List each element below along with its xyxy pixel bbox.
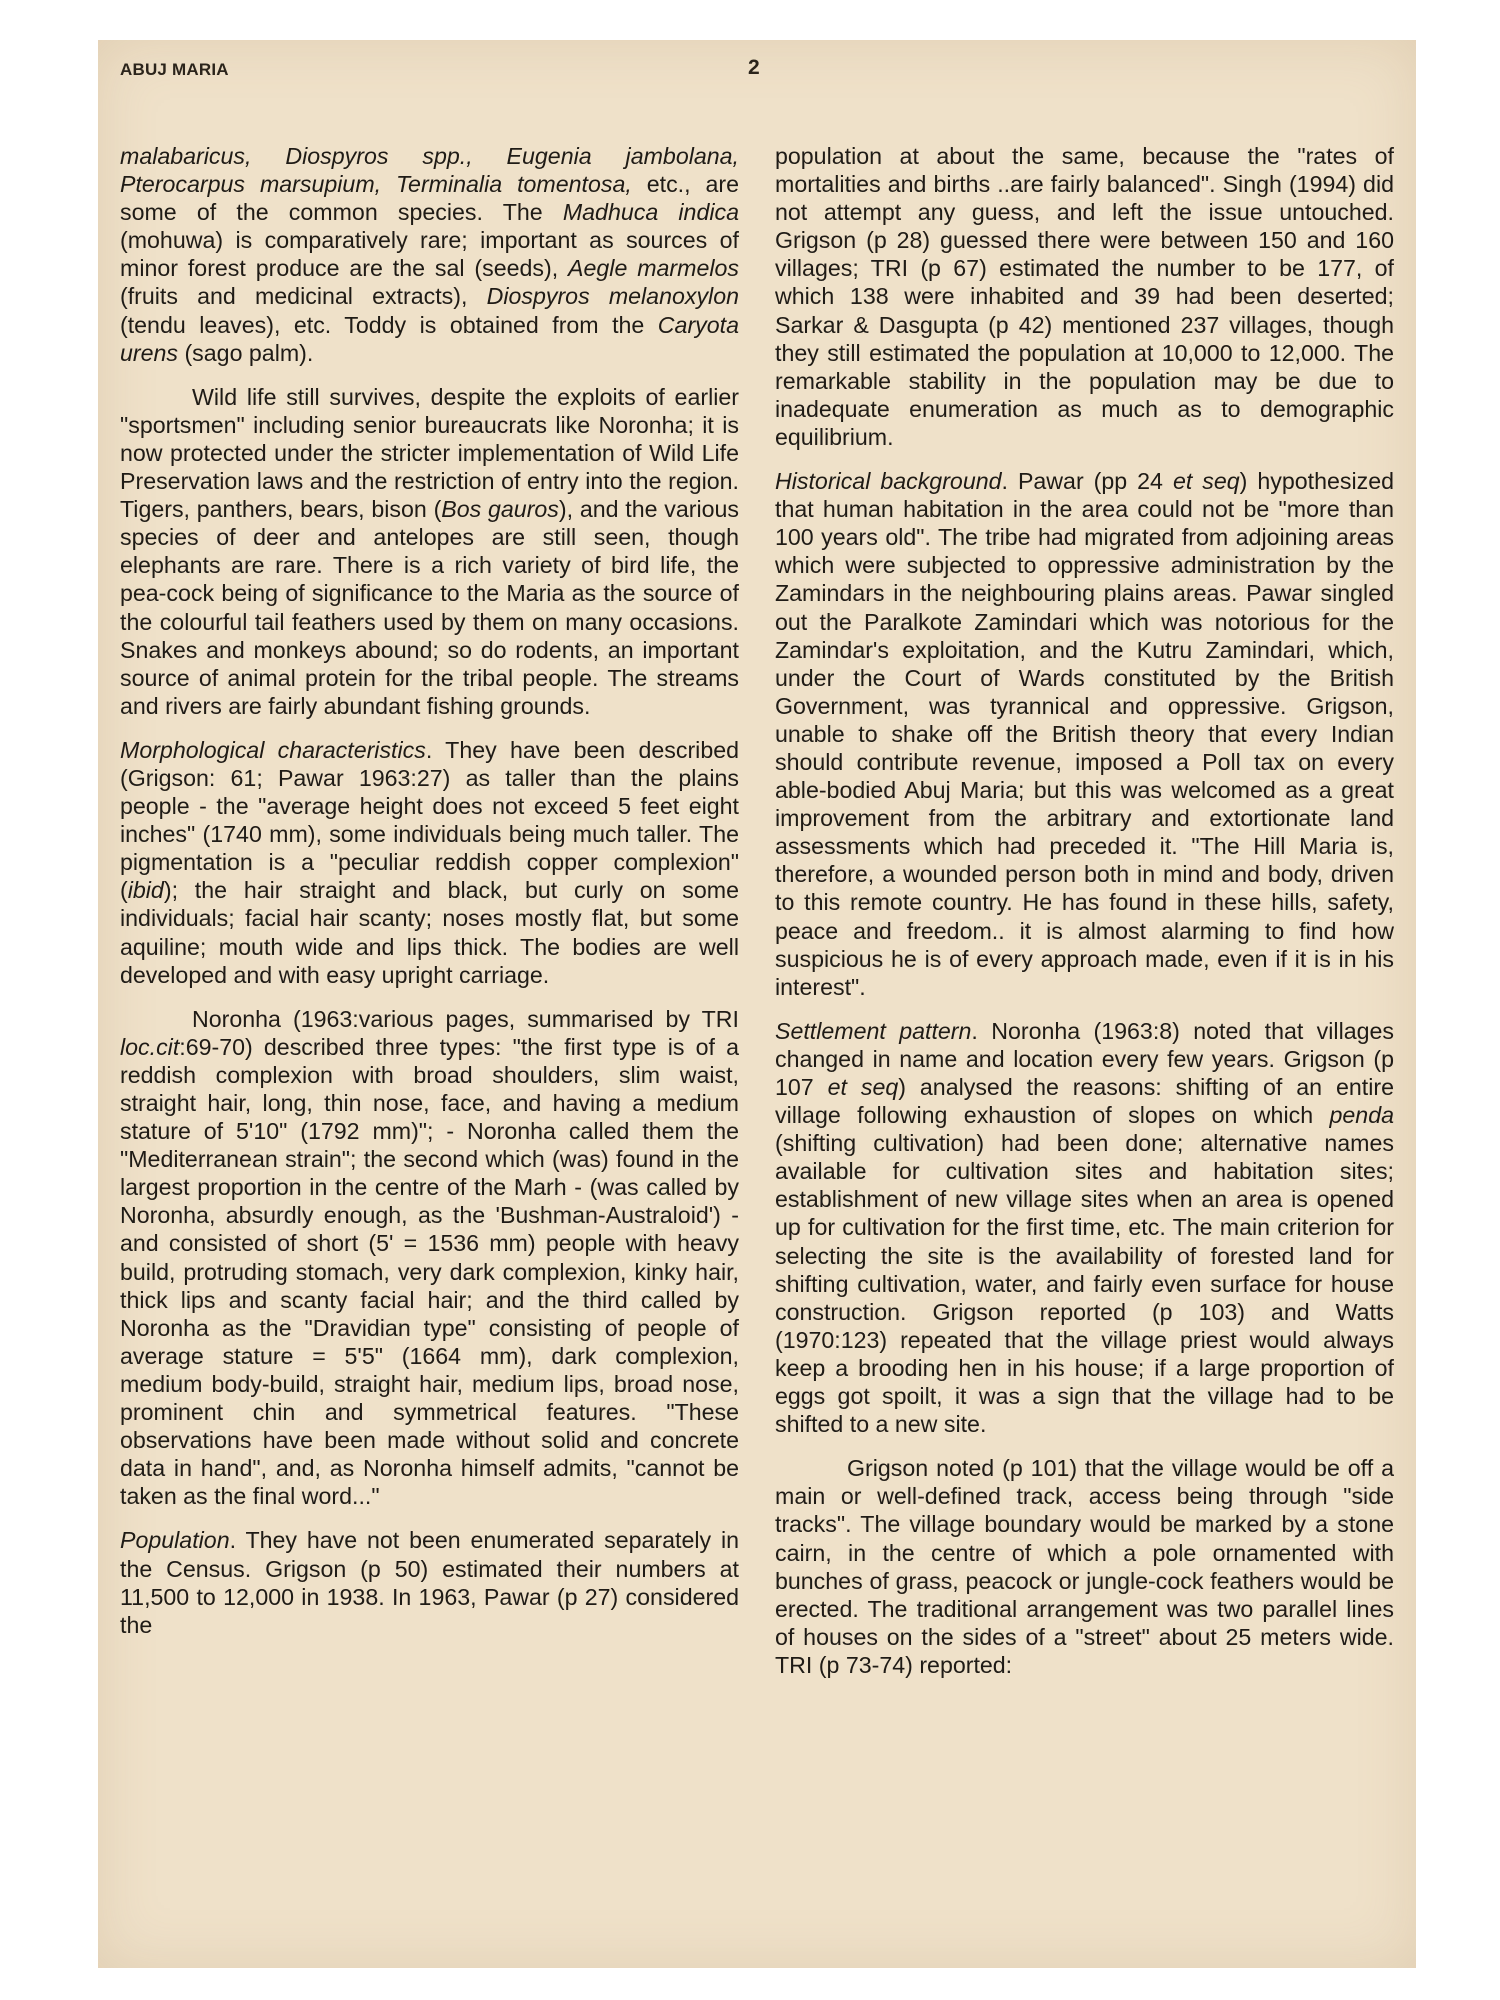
species-name: Diospyros melanoxylon: [486, 283, 739, 310]
text-run: (fruits and medicinal extracts),: [120, 283, 487, 310]
paragraph-history: [775, 467, 1394, 1001]
citation-ibid: ibid: [127, 877, 164, 904]
page-header: [120, 56, 1394, 92]
text-run: ) analysed the reasons: shifting of an entire village following exhaustion of slopes on which: [775, 1074, 1394, 1129]
text-run: . Pawar (pp 24: [1001, 468, 1173, 495]
text-run: ); the hair straight and black, but curly on some individuals; facial hair scanty; noses mostly flat, but some aquiline; mouth wide and lips thick. The bodies are well developed and with easy upright carriage.: [120, 877, 739, 988]
text-run: . They have been described (Grigson: 61; Pawar 1963:27) as taller than the plains people - the "average height does not exceed 5 feet eight inches" (1740 mm), some individuals being much taller. The pigmentation is a "peculiar reddish copper complexion" (: [120, 736, 739, 904]
text-run: . They have not been enumerated separately in the Census. Grigson (p 50) estimated their numbers at 11,500 to 12,000 in 1938. In 1963, Pawar (p 27) considered the: [120, 1527, 739, 1638]
section-heading-morphology: Morphological characteristics: [120, 736, 426, 763]
text-run: Grigson noted (p 101) that the village would be off a main or well-defined track, access being through "side tracks". The village boundary would be marked by a stone cairn, in the centre of which a pole ornamented with bunches of grass, peacock or jungle-cock feathers would be erected. The traditional arrangement was two parallel lines of houses on the sides of a "street" about 25 meters wide. TRI (p 73-74) reported:: [775, 1455, 1394, 1678]
text-run: Wild life still survives, despite the exploits of earlier "sportsmen" including senior bureaucrats like Noronha; it is now protected under the stricter implementation of Wild Life Preservation laws and the restriction of entry into the region. Tigers, panthers, bears, bison (: [120, 383, 739, 523]
paragraph-population: [120, 1526, 739, 1638]
species-name: Caryota urens: [120, 311, 739, 366]
section-heading-settlement: Settlement pattern: [775, 1017, 972, 1044]
species-name: Madhuca indica: [562, 199, 739, 226]
citation-et-seq: et seq: [827, 1074, 899, 1100]
text-run: etc., are some of the common species. The: [120, 171, 739, 226]
paragraph-morphology: [120, 736, 739, 989]
text-run: (shifting cultivation) had been done; alternative names available for cultivation sites and habitation sites; establishment of new village sites when an area is opened up for cultivation for the first time, etc. The main criterion for selecting the site is the availability of forested land for shifting cultivation, water, and fairly even surface for house construction. Grigson reported (p 103) and Watts (1970:123) repeated that the village priest would always keep a brooding hen in his house; if a large proportion of eggs got spoilt, it was a sign that the village had to be shifted to a new site.: [775, 1130, 1394, 1438]
paragraph-village-layout: [775, 1454, 1394, 1679]
paragraph-wildlife: [120, 383, 739, 720]
page-number: 2: [748, 56, 760, 79]
right-column: [775, 142, 1394, 1942]
species-name: Aegle marmelos: [568, 255, 739, 282]
term-penda: penda: [1329, 1102, 1394, 1129]
citation-et-seq: et seq: [1172, 468, 1240, 495]
text-run: Noronha (1963:various pages, summarised by TRI: [192, 1005, 739, 1032]
text-run: . Noronha (1963:8) noted that villages changed in name and location every few years. Grigson (p 107: [775, 1017, 1394, 1100]
section-heading-population: Population: [120, 1527, 230, 1554]
paragraph-noronha-types: [120, 1005, 739, 1511]
species-name: Bos gauros: [441, 496, 559, 523]
text-run: ) hypothesized that human habitation in the area could not be "more than 100 years old". The tribe had migrated from adjoining areas which were subjected to oppressive administration by the Zamindars in the neighbouring plains areas. Pawar singled out the Paralkote Zamindari which was notorious for the Zamindar's exploitation, and the Kutru Zamindari, which, under the Court of Wards constituted by the British Government, was tyrannical and oppressive. Grigson, unable to shake off the British theory that every Indian should contribute revenue, imposed a Poll tax on every able-bodied Abuj Maria; but this was welcomed as a great improvement from the arbitrary and extortionate land assessments which had preceded it. "The Hill Maria is, therefore, a wounded person both in mind and body, driven to this remote country. He has found in these hills, safety, peace and freedom.. it is almost alarming to find how suspicious he is of every approach made, even if it is in his interest".: [775, 468, 1394, 1000]
text-run: (mohuwa) is comparatively rare; important as sources of minor forest produce are the sal (seeds),: [120, 227, 739, 282]
text-run: population at about the same, because the "rates of mortalities and births ..are fairly balanced". Singh (1994) did not attempt any guess, and left the issue untouched. Grigson (p 28) guessed there were between 150 and 160 villages; TRI (p 67) estimated the number to be 177, of which 138 were inhabited and 39 had been deserted; Sarkar & Dasgupta (p 42) mentioned 237 villages, though they still estimated the population at 10,000 to 12,000. The remarkable stability in the population may be due to inadequate enumeration as much as to demographic equilibrium.: [775, 143, 1394, 450]
document-page: [98, 40, 1416, 1968]
text-run: (tendu leaves), etc. Toddy is obtained from the: [120, 311, 658, 338]
paragraph-flora: [120, 142, 739, 367]
paragraph-settlement: [775, 1017, 1394, 1438]
left-column: [120, 142, 739, 1942]
text-run: (sago palm).: [178, 339, 314, 366]
section-heading-history: Historical background: [775, 468, 1002, 495]
citation-loc-cit: loc.cit: [120, 1033, 180, 1060]
paragraph-population-cont: [775, 142, 1394, 451]
text-run: ), and the various species of deer and antelopes are still seen, though elephants are rare. There is a rich variety of bird life, the pea-cock being of significance to the Maria as the source of the colourful tail feathers used by them on many occasions. Snakes and monkeys abound; so do rodents, an important source of animal protein for the tribal people. The streams and rivers are fairly abundant fishing grounds.: [120, 496, 739, 719]
text-run: :69-70) described three types: "the first type is of a reddish complexion with broad shoulders, slim waist, straight hair, long, thin nose, face, and having a medium stature of 5'10" (1792 mm)"; - Noronha called them the "Mediterranean strain"; the second which (was) found in the largest proportion in the centre of the Marh - (was called by Noronha, absurdly enough, as the 'Bushman-Australoid') - and consisted of short (5' = 1536 mm) people with heavy build, protruding stomach, very dark complexion, kinky hair, thick lips and scanty facial hair; and the third called by Noronha as the "Dravidian type" consisting of people of average stature = 5'5" (1664 mm), dark complexion, medium body-build, straight hair, medium lips, broad nose, prominent chin and symmetrical features. "These observations have been made without solid and concrete data in hand", and, as Noronha himself admits, "cannot be taken as the final word...": [120, 1033, 739, 1510]
species-names: malabaricus, Diospyros spp., Eugenia jambolana, Pterocarpus marsupium, Terminalia tomentosa,: [120, 143, 739, 198]
running-head: ABUJ MARIA: [120, 60, 229, 79]
